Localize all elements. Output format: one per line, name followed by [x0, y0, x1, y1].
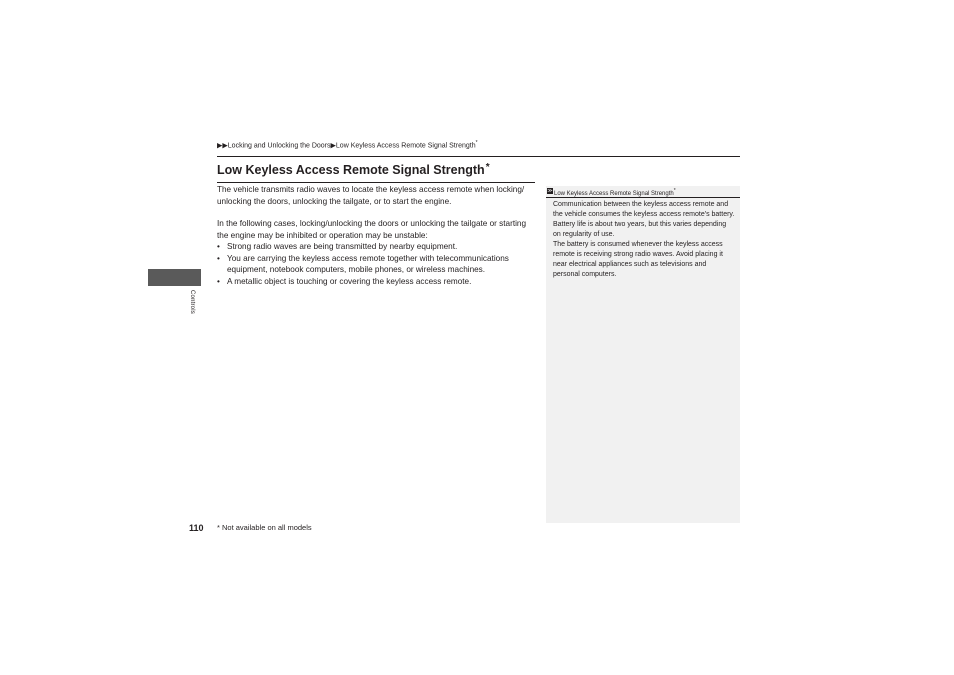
breadcrumb-arrows-icon: ▶▶ — [217, 142, 228, 150]
conditions-list — [217, 241, 537, 287]
intro-paragraph: The vehicle transmits radio waves to locate the keyless access remote when locking/ unlocking the doors, unlocking the tailgate, or to start the engine. — [217, 185, 525, 206]
note-paragraph: The battery is consumed whenever the keyless access remote is receiving strong radio waves. Avoid placing it near electrical appliances such as televisions and personal computers. — [553, 241, 723, 278]
breadcrumb-current-page: Low Keyless Access Remote Signal Strength — [335, 142, 476, 150]
page-title-asterisk: * — [485, 162, 490, 173]
list-item — [217, 253, 537, 276]
reference-icon: ≫ — [547, 188, 553, 194]
page-title-text: Low Keyless Access Remote Signal Strength — [217, 163, 485, 177]
note-paragraph: Communication between the keyless access remote and the vehicle consumes the keyless access remote's battery. — [553, 201, 735, 218]
bullet-icon: • — [217, 276, 220, 286]
note-body — [553, 200, 735, 280]
bullet-icon: • — [217, 242, 220, 251]
breadcrumb-asterisk: * — [475, 140, 478, 146]
note-header-title: Low Keyless Access Remote Signal Strength — [554, 191, 674, 197]
breadcrumb-separator-icon: ▶ — [330, 142, 336, 150]
breadcrumb — [217, 138, 478, 151]
footnote: * Not available on all models — [217, 523, 312, 532]
note-header-asterisk: * — [673, 188, 676, 194]
list-item — [217, 276, 537, 288]
list-item-text: A metallic object is touching or covering the keyless access remote. — [227, 276, 472, 286]
note-panel — [546, 186, 740, 523]
breadcrumb-section-link[interactable]: Locking and Unlocking the Doors — [227, 142, 331, 150]
page-number: 110 — [189, 523, 204, 533]
title-divider — [217, 182, 535, 183]
list-item-text: You are carrying the keyless access remote together with telecommunications equipment, notebook computers, mobile phones, or wireless machines. — [227, 253, 509, 274]
conditions-intro-paragraph: In the following cases, locking/unlocking the doors or unlocking the tailgate or starting the engine may be inhibited or operation may be unstable: — [217, 219, 527, 240]
section-tab[interactable] — [148, 269, 201, 286]
list-item — [217, 241, 537, 253]
header-divider — [217, 156, 740, 157]
page-title — [217, 163, 490, 177]
note-header — [546, 186, 740, 198]
list-item-text: Strong radio waves are being transmitted by nearby equipment. — [227, 242, 458, 251]
bullet-icon: • — [217, 253, 220, 263]
note-paragraph: Battery life is about two years, but this varies depending on regularity of use. — [553, 221, 727, 238]
section-tab-label: Controls — [189, 290, 195, 314]
note-header-text — [554, 187, 676, 199]
